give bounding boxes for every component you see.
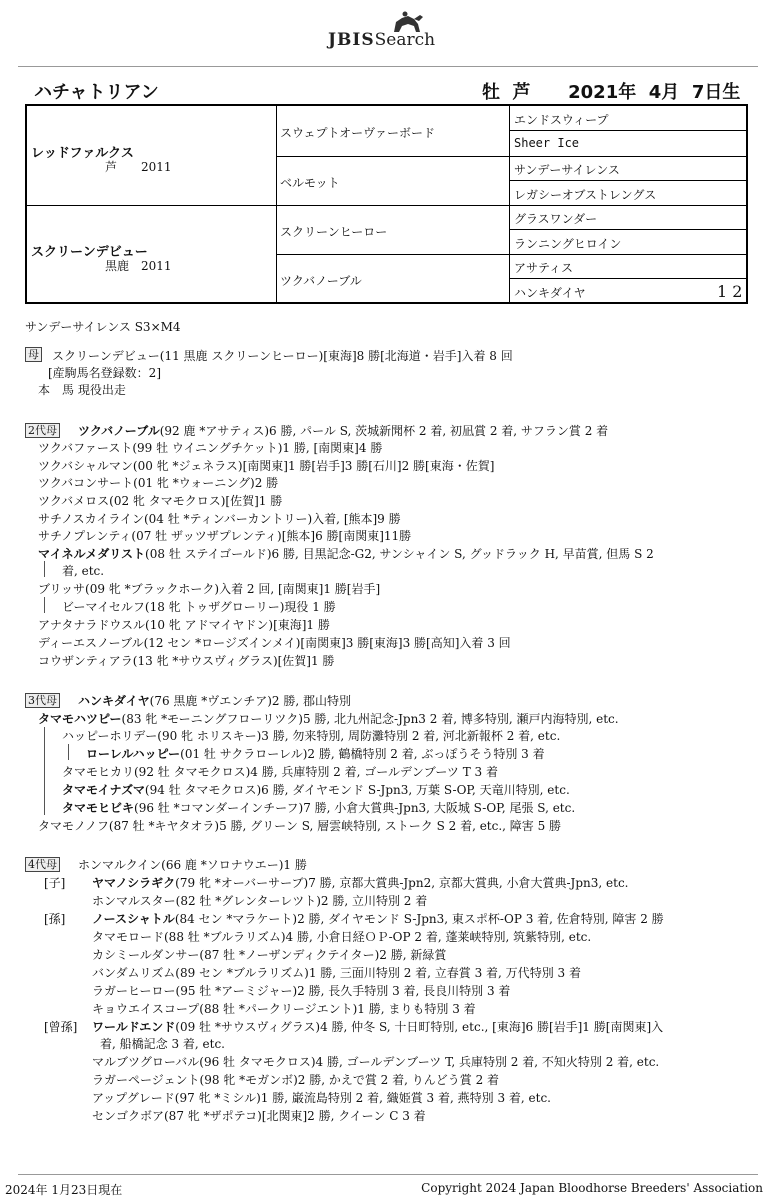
yamano-rest: (79 牝 *オーバーサーブ)7 勝, 京都大賞典-Jpn2, 京都大賞典, 小倉大賞典-Jpn3, etc. — [175, 876, 629, 890]
list-item: ツクバメロス(02 牝 タマモクロス)[佐賀]1 勝 — [38, 494, 283, 508]
jbis-logo[interactable] — [328, 10, 458, 55]
great-grandchild-tag: [曾孫] — [44, 1020, 78, 1034]
list-item: ラガーページェント(98 牝 *モガンボ)2 勝, かえで賞 2 着, りんどう賞 2 着 — [92, 1073, 500, 1087]
tamamo-happy-rest: (83 牝 *モーニングフローリツク)5 勝, 北九州記念-Jpn3 2 着, 博多特別, 瀬戸内海特別, etc. — [121, 712, 619, 726]
gen3-head-name[interactable]: ハンキダイヤ — [78, 694, 150, 708]
list-item: タマモロード(88 牡 *ブルラリズム)4 勝, 小倉日経ＯＰ-OP 2 着, 蓬莱峡特別, 筑紫特別, etc. — [92, 930, 592, 944]
tree-line — [44, 561, 45, 577]
dam-sire[interactable]: スクリーンヒーロー — [280, 225, 388, 239]
ped-sds[interactable]: サンデーサイレンス — [514, 163, 620, 177]
list-item: キョウエイスコープ(88 牡 *パークリージエント)1 勝, まりも特別 3 着 — [92, 1002, 476, 1016]
gen2-head-name[interactable]: ツクバノーブル — [78, 424, 160, 438]
list-item: バンダムリズム(89 セン *ブルラリズム)1 勝, 三面川特別 2 着, 立春賞 3 着, 万代特別 3 着 — [92, 966, 581, 980]
list-item: カシミールダンサー(87 牡 *ノーザンディクテイター)2 勝, 新緑賞 — [92, 948, 447, 962]
world-end-name[interactable]: ワールドエンド — [92, 1020, 176, 1034]
list-item: ツクバシャルマン(00 牝 *ジェネラス)[南関東]1 勝[岩手]3 勝[石川]2 勝[東海・佐賀] — [38, 459, 495, 473]
gen2-tag: 2代母 — [25, 423, 60, 438]
dam-tag: 母 — [25, 347, 42, 362]
footer-copyright: Copyright 2024 Japan Bloodhorse Breeders' Association — [421, 1181, 763, 1195]
list-item: ビーマイセルフ(18 牝 トゥザグローリー)現役 1 勝 — [62, 600, 336, 614]
list-item: コウザンティアラ(13 牝 *サウスヴィグラス)[佐賀]1 勝 — [38, 654, 335, 668]
list-item: マルブツグローバル(96 牡 タマモクロス)4 勝, ゴールデンブーツ T, 兵庫特別 2 着, 不知火特別 2 着, etc. — [92, 1055, 660, 1069]
grandchild-tag: [孫] — [44, 912, 66, 926]
tamamo-hibiki-name[interactable]: タマモヒビキ — [62, 801, 135, 815]
gen2-head-rest: (92 鹿 *アサティス)6 勝, パール S, 茨城新聞杯 2 着, 初凪賞 2 着, サフラン賞 2 着 — [159, 424, 609, 438]
pedigree-table — [25, 104, 748, 304]
sire-dam[interactable]: ベルモット — [280, 176, 340, 190]
list-item: センゴクボア(87 牝 *ザポテコ)[北関東]2 勝, クイーン C 3 着 — [92, 1109, 426, 1123]
list-item: サチノスカイライン(04 牡 *ティンバーカントリー)入着, [熊本]9 勝 — [38, 512, 401, 526]
tree-line — [68, 744, 69, 760]
tree-line — [44, 727, 45, 815]
child-tag: [子] — [44, 876, 66, 890]
dam-detail: 黒鹿 2011 — [105, 259, 172, 273]
list-item: ツクバコンサート(01 牝 *ウォーニング)2 勝 — [38, 476, 279, 490]
tree-line — [44, 597, 45, 613]
inbreeding: サンデーサイレンス S3×M4 — [25, 320, 181, 334]
list-item: ディーエスノーブル(12 セン *ロージズインメイ)[南関東]3 勝[東海]3 勝[高知]入着 3 回 — [38, 636, 511, 650]
tamamo-happy-name[interactable]: タマモハツピー — [38, 712, 122, 726]
gen4-head: ホンマルクイン(66 鹿 *ソロナウエー)1 勝 — [78, 858, 307, 872]
list-item: ハッピーホリデー(90 牝 ホリスキー)3 勝, 勿来特別, 周防灘特別 2 着, 河北新報杯 2 着, etc. — [62, 729, 561, 743]
gen2-medalist-name[interactable]: マイネルメダリスト — [38, 547, 146, 561]
logo-search: Search — [374, 30, 436, 50]
list-item: サチノプレンティ(07 牡 ザッツザプレンティ)[熊本]6 勝[南関東]11勝 — [38, 529, 412, 543]
sire-name[interactable]: レッドファルクス — [31, 146, 134, 161]
ped-dss[interactable]: グラスワンダー — [514, 212, 598, 226]
sire-detail: 芦 2011 — [105, 160, 172, 174]
this-horse: 本 馬 現役出走 — [38, 383, 126, 397]
list-item: ブリッサ(09 牝 *ブラックホーク)入着 2 回, [南関東]1 勝[岩手] — [38, 582, 381, 596]
list-item: タマモノノフ(87 牡 *キヤタオラ)5 勝, グリーン S, 層雲峡特別, ストーク S 2 着, etc., 障害 5 勝 — [38, 819, 562, 833]
dam-foals: [産駒馬名登録数：2] — [48, 366, 161, 380]
gen2-medalist-cont: 着, etc. — [62, 564, 105, 578]
north-shuttle-name[interactable]: ノースシャトル — [92, 912, 175, 926]
world-end-rest: (09 牡 *サウスヴィグラス)4 勝, 仲冬 S, 十日町特別, etc., [東海]6 勝[岩手]1 勝[南関東]入 — [175, 1020, 664, 1034]
logo-jbis: JBIS — [328, 30, 375, 50]
list-item: ホンマルスター(82 牡 *グレンターレツト)2 勝, 立川特別 2 着 — [92, 894, 428, 908]
ped-sdd[interactable]: レガシーオブストレングス — [514, 188, 657, 202]
ped-dds[interactable]: アサティス — [514, 261, 574, 275]
laurel-happy-rest: (01 牡 サクラローレル)2 勝, 鶴橋特別 2 着, ぶっぽうそう特別 3 着 — [180, 747, 545, 761]
gen3-head-rest: (76 黒鹿 *ヴエンチア)2 勝, 郡山特別 — [149, 694, 351, 708]
list-item: タマモヒカリ(92 牡 タマモクロス)4 勝, 兵庫特別 2 着, ゴールデンブーツ T 3 着 — [62, 765, 498, 779]
tamamo-inazuma-rest: (94 牡 タマモクロス)6 勝, ダイヤモンド S-Jpn3, 万葉 S-OP, 天竜川特別, etc. — [144, 783, 570, 797]
ped-sss[interactable]: エンドスウィープ — [514, 113, 609, 127]
sire-sire[interactable]: スウェプトオーヴァーボード — [280, 126, 436, 140]
list-item: アップグレード(97 牝 *ミシル)1 勝, 巌流島特別 2 着, 織姫賞 3 着, 燕特別 3 着, etc. — [92, 1091, 551, 1105]
list-item: アナタナラドウスル(10 牝 アドマイヤドン)[東海]1 勝 — [38, 618, 330, 632]
laurel-happy-name[interactable]: ローレルハッピー — [86, 747, 181, 761]
ped-ddd[interactable]: ハンキダイヤ — [514, 286, 586, 300]
footer-divider — [18, 1174, 758, 1175]
family-number: 1 2 — [717, 282, 743, 301]
tamamo-hibiki-rest: (96 牡 *コマンダーインチーフ)7 勝, 小倉大賞典-Jpn3, 大阪城 S-OP, 尾張 S, etc. — [134, 801, 576, 815]
horse-name: ハチャトリアン — [34, 82, 159, 103]
dam-line: スクリーンデビュー(11 黒鹿 スクリーンヒーロー)[東海]8 勝[北海道・岩手]入着 8 回 — [52, 349, 513, 363]
gen2-medalist-rest: (08 牡 ステイゴールド)6 勝, 目黒記念-G2, サンシャイン S, グッドラック H, 早苗賞, 但馬 S 2 — [145, 547, 654, 561]
horse-info: 牡 芦 2021年 4月 7日生 — [482, 82, 741, 103]
yamano-name[interactable]: ヤマノシラギク — [92, 876, 176, 890]
footer-date: 2024年 1月23日現在 — [5, 1183, 123, 1197]
dam-dam[interactable]: ツクバノーブル — [280, 274, 362, 288]
north-shuttle-rest: (84 セン *マラケート)2 勝, ダイヤモンド S-Jpn3, 東スポ杯-OP 3 着, 佐倉特別, 障害 2 勝 — [174, 912, 664, 926]
tamamo-inazuma-name[interactable]: タマモイナズマ — [62, 783, 145, 797]
header-divider — [18, 66, 758, 67]
dam-name[interactable]: スクリーンデビュー — [31, 245, 148, 260]
gen4-tag: 4代母 — [25, 857, 60, 872]
world-end-cont: 着, 船橋記念 3 着, etc. — [100, 1037, 225, 1051]
ped-ssd[interactable]: Sheer Ice — [514, 136, 580, 150]
list-item: ツクバファースト(99 牡 ウイニングチケット)1 勝, [南関東]4 勝 — [38, 441, 383, 455]
gen3-tag: 3代母 — [25, 693, 60, 708]
list-item: ラガーヒーロー(95 牡 *アーミジャー)2 勝, 長久手特別 3 着, 長良川特別 3 着 — [92, 984, 511, 998]
ped-dsd[interactable]: ランニングヒロイン — [514, 237, 622, 251]
